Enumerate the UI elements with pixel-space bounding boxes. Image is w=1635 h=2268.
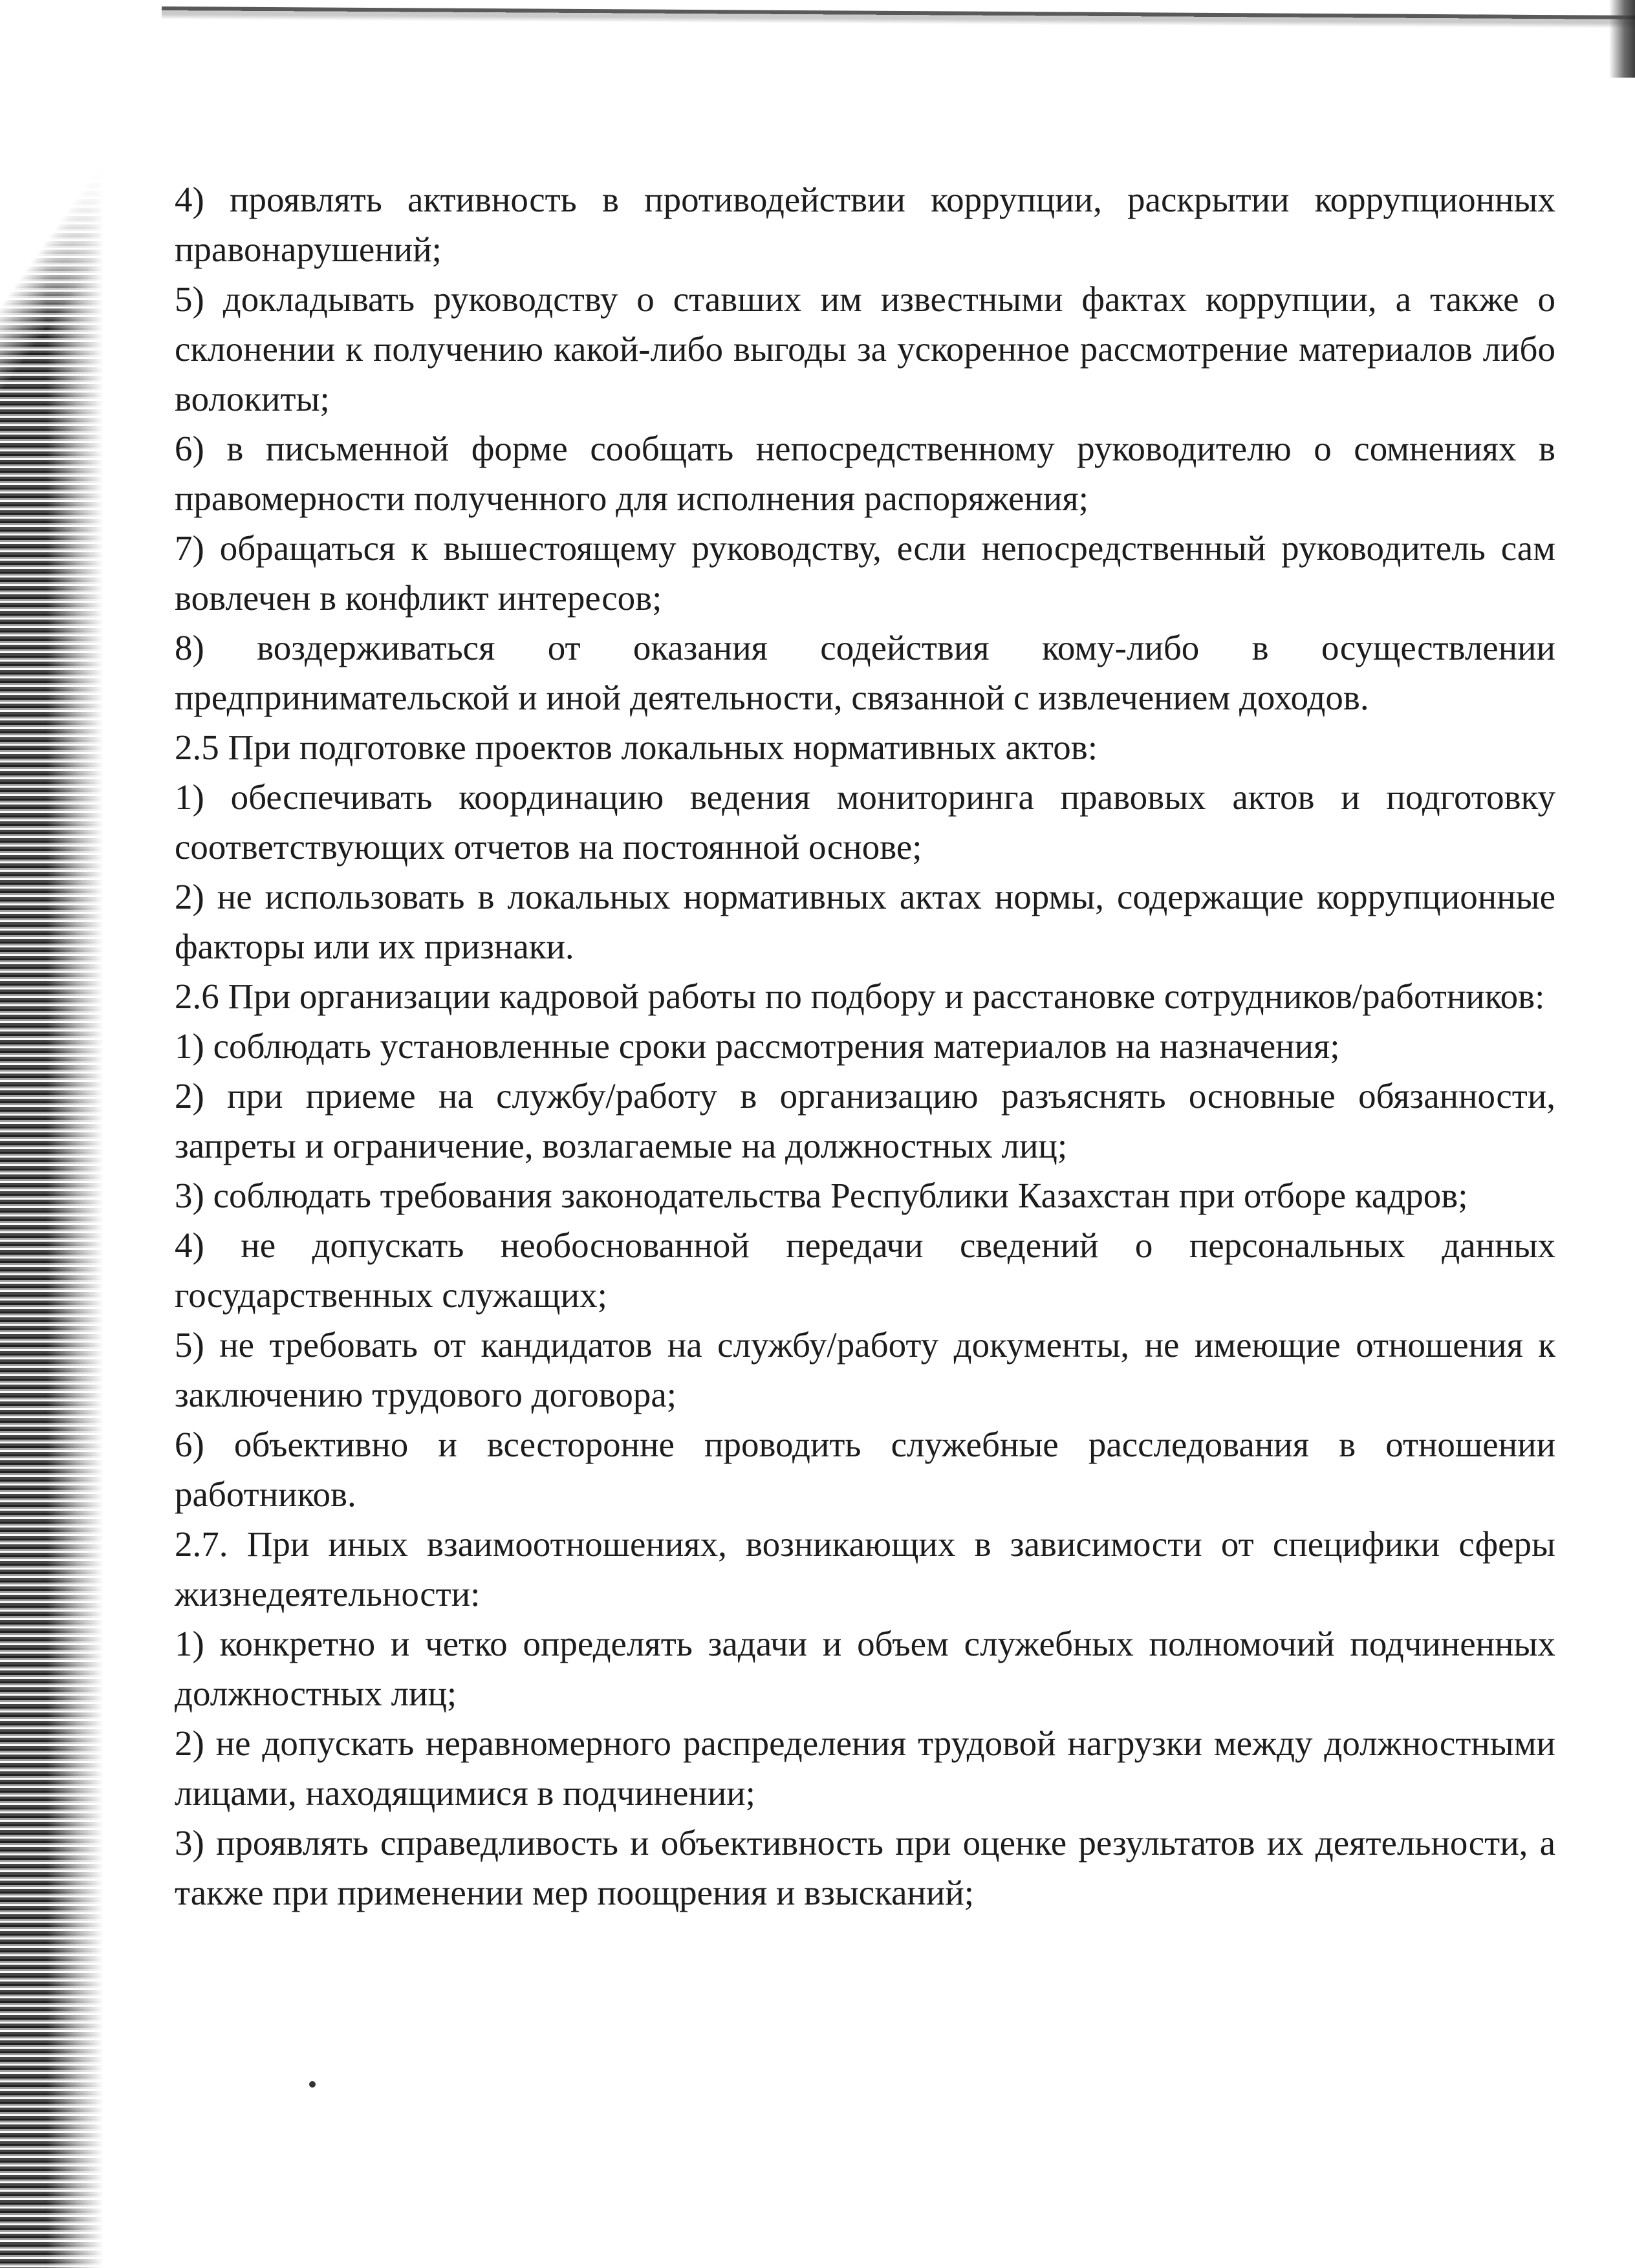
- paragraph-2-6-item-4: 4) не допускать необоснованной передачи сведений о персональных данных государственных служащих;: [175, 1226, 1555, 1315]
- paragraph-item-7-higher-management: 7) обращаться к вышестоящему руководству, если непосредственный руководитель сам вовлечен в конфликт интересов;: [175, 528, 1555, 618]
- paragraph-2-6-item-1: 1) соблюдать установленные сроки рассмотрения материалов на назначения;: [175, 1026, 1340, 1066]
- scan-artifact-right-fold: [1609, 0, 1635, 78]
- paragraph-2-7-item-3: 3) проявлять справедливость и объективность при оценке результатов их деятельности, а также при применении мер поощрения и взысканий;: [175, 1823, 1555, 1912]
- paragraph-2-5-item-1: 1) обеспечивать координацию ведения мониторинга правовых актов и подготовку соответствующих отчетов на постоянной основе;: [175, 777, 1555, 867]
- scan-artifact-corner: [0, 0, 129, 453]
- paragraph-2-6-item-3: 3) соблюдать требования законодательства Республики Казахстан при отборе кадров;: [175, 1176, 1468, 1215]
- paragraph-2-6-item-5: 5) не требовать от кандидатов на службу/работу документы, не имеющие отношения к заключению трудового договора;: [175, 1325, 1555, 1414]
- section-heading-2-5: 2.5 При подготовке проектов локальных нормативных актов:: [175, 728, 1098, 767]
- section-heading-2-7: 2.7. При иных взаимоотношениях, возникающих в зависимости от специфики сферы жизнедеятельности:: [175, 1524, 1555, 1614]
- paragraph-2-7-item-2: 2) не допускать неравномерного распределения трудовой нагрузки между должностными лицами, находящимися в подчинении;: [175, 1723, 1555, 1813]
- paragraph-item-4-activity: 4) проявлять активность в противодействии коррупции, раскрытии коррупционных правонарушений;: [175, 180, 1555, 269]
- paragraph-item-8-refrain: 8) воздерживаться от оказания содействия кому-либо в осуществлении предпринимательской и иной деятельности, связанной с извлечением доходов.: [175, 628, 1555, 717]
- document-body: [175, 175, 1555, 1917]
- paragraph-2-7-item-1: 1) конкретно и четко определять задачи и объем служебных полномочий подчиненных должностных лиц;: [175, 1624, 1555, 1713]
- paragraph-item-6-written-doubts: 6) в письменной форме сообщать непосредственному руководителю о сомнениях в правомерности полученного для исполнения распоряжения;: [175, 429, 1555, 518]
- scan-artifact-top-fold: [162, 6, 1635, 41]
- paragraph-2-6-item-6: 6) объективно и всесторонне проводить служебные расследования в отношении работников.: [175, 1425, 1555, 1514]
- scan-speck: [309, 2081, 316, 2088]
- paragraph-2-5-item-2: 2) не использовать в локальных нормативных актах нормы, содержащие коррупционные факторы или их признаки.: [175, 877, 1555, 966]
- section-heading-2-6: 2.6 При организации кадровой работы по подбору и расстановке сотрудников/работников:: [175, 977, 1545, 1016]
- paragraph-item-5-report: 5) докладывать руководству о ставших им известными фактах коррупции, а также о склонении к получению какой-либо выгоды за ускоренное рассмотрение материалов либо волокиты;: [175, 279, 1555, 418]
- paragraph-2-6-item-2: 2) при приеме на службу/работу в организацию разъяснять основные обязанности, запреты и ограничение, возлагаемые на должностных лиц;: [175, 1076, 1555, 1165]
